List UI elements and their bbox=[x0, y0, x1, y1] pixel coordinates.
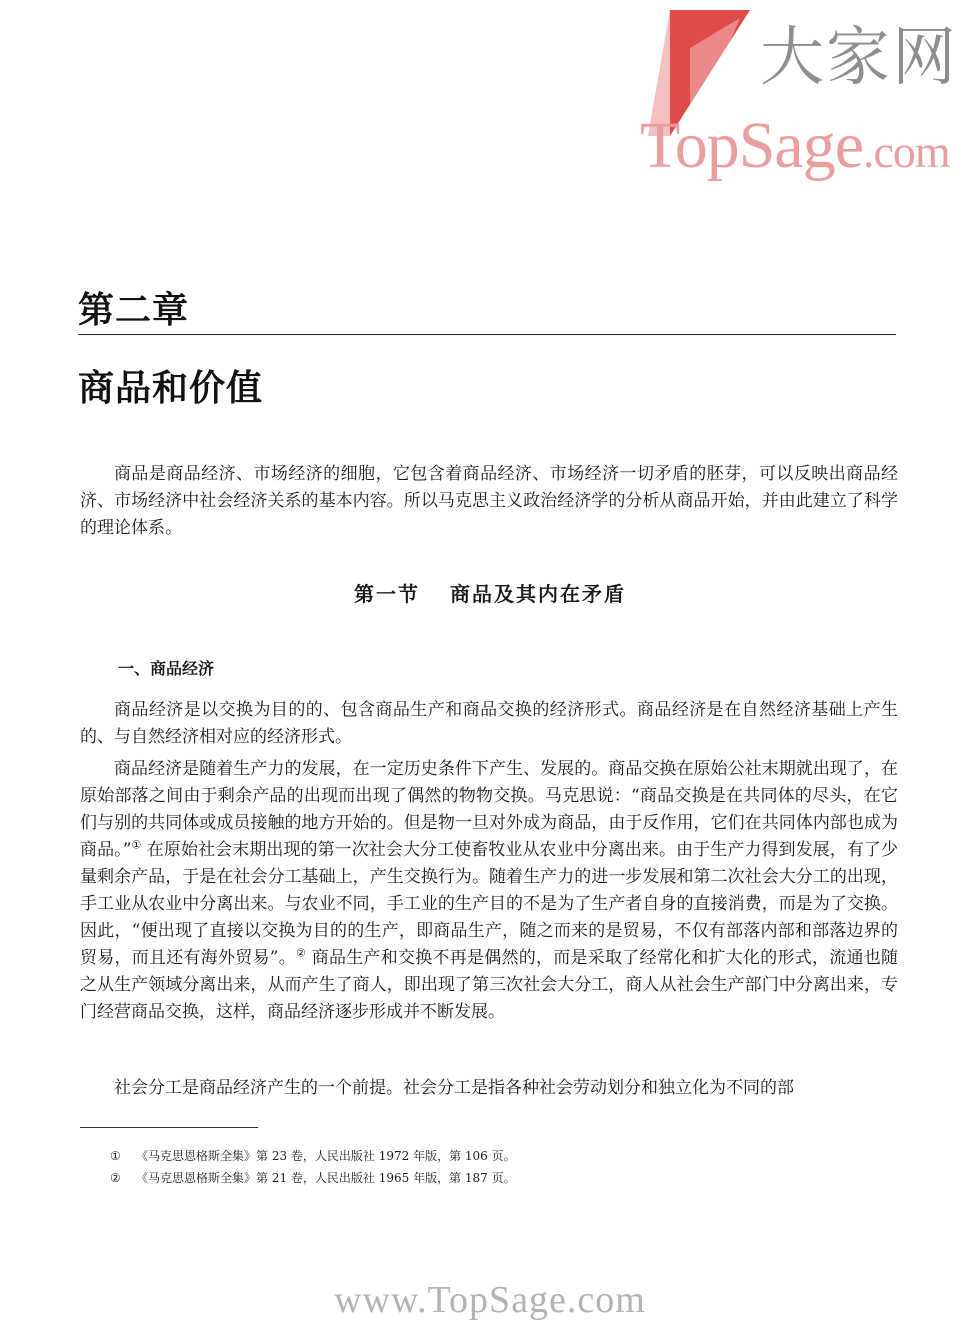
footnote-1-mark: ① bbox=[110, 1149, 121, 1163]
section-title: 商品及其内在矛盾 bbox=[450, 582, 626, 606]
chapter-divider bbox=[78, 334, 896, 335]
body-paragraph-1: 商品经济是以交换为目的的、包含商品生产和商品交换的经济形式。商品经济是在自然经济基础上产生的、与自然经济相对应的经济形式。 bbox=[80, 700, 898, 747]
logo-english-text bbox=[640, 108, 950, 184]
body-paragraph-2 bbox=[80, 756, 898, 1026]
chapter-number: 第二章 bbox=[78, 290, 190, 331]
footnote-2 bbox=[110, 1169, 516, 1187]
paragraph-2-part-c: 商品生产和交换不再是偶然的，而是采取了经常化和扩大化的形式，流通也随之从生产领域分离出来，从而产生了商人，即出现了第三次社会大分工，商人从社会生产部门中分离出来，专门经营商品交换，这样，商品经济逐步形成并不断发展。 bbox=[80, 948, 898, 1022]
paragraph-2-part-b: 在原始社会末期出现的第一次社会大分工使畜牧业从农业中分离出来。由于生产力得到发展，有了少量剩余产品，于是在社会分工基础上，产生交换行为。随着生产力的进一步发展和第二次社会大分工的出现，手工业从农业中分离出来。与农业不同，手工业的生产目的不是为了生产者自身的直接消费，而是为了交换。因此，“便出现了直接以交换为目的的生产，即商品生产，随之而来的是贸易，不仅有部落内部和部落边界的贸易，而且还有海外贸易”。 bbox=[80, 840, 898, 968]
logo-brand: TopSage bbox=[640, 109, 864, 182]
footer-watermark-url: www.TopSage.com bbox=[334, 1279, 646, 1321]
footnote-1 bbox=[110, 1147, 516, 1165]
section-heading bbox=[0, 578, 980, 607]
logo-suffix: .com bbox=[863, 126, 950, 177]
footnote-1-text: 《马克思恩格斯全集》第 23 卷，人民出版社 1972 年版，第 106 页。 bbox=[136, 1149, 516, 1163]
paragraph-2-part-a: 商品经济是随着生产力的发展，在一定历史条件下产生、发展的。商品交换在原始公社末期就出现了，在原始部落之间由于剩余产品的出现而出现了偶然的物物交换。马克思说：“商品交换是在共同体的尽头，在它们与别的共同体或成员接触的地方开始的。但是物一旦对外成为商品，由于反作用，它们在共同体内部也成为商品。” bbox=[80, 759, 898, 860]
footnote-2-mark: ② bbox=[110, 1171, 121, 1185]
footnote-2-text: 《马克思恩格斯全集》第 21 卷，人民出版社 1965 年版，第 187 页。 bbox=[136, 1171, 516, 1185]
section-number: 第一节 bbox=[354, 582, 420, 606]
footnote-divider bbox=[80, 1127, 258, 1128]
logo-chinese-text: 大家网 bbox=[760, 21, 958, 95]
body-paragraph-3: 社会分工是商品经济产生的一个前提。社会分工是指各种社会劳动划分和独立化为不同的部 bbox=[114, 1078, 794, 1098]
footnote-ref-1[interactable]: ① bbox=[131, 838, 142, 852]
chapter-title: 商品和价值 bbox=[78, 368, 264, 409]
intro-paragraph: 商品是商品经济、市场经济的细胞，它包含着商品经济、市场经济一切矛盾的胚芽，可以反映出商品经济、市场经济中社会经济关系的基本内容。所以马克思主义政治经济学的分析从商品开始，并由此建立了科学的理论体系。 bbox=[80, 464, 898, 538]
subsection-title: 一、商品经济 bbox=[118, 659, 215, 678]
footnote-ref-2[interactable]: ② bbox=[295, 946, 307, 960]
